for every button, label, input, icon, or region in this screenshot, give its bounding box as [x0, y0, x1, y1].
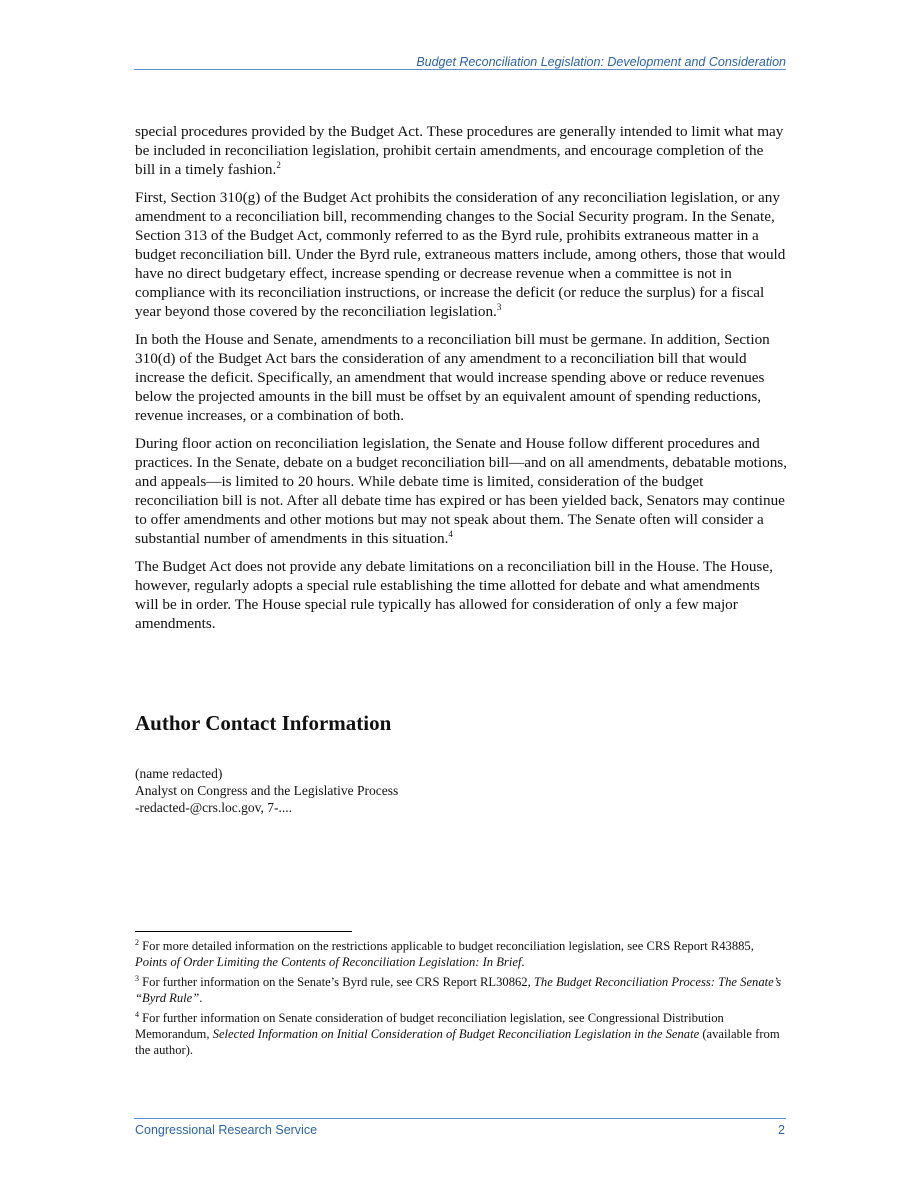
- header-rule: [134, 69, 786, 70]
- footnote-separator: [135, 931, 352, 932]
- paragraph-2-text: First, Section 310(g) of the Budget Act prohibits the consideration of any reconciliation legislation, or any amendment to a reconciliation bill, recommending changes to the Social Security program. In the Senate, Section 313 of the Budget Act, commonly referred to as the Byrd rule, prohibits extraneous matter in a budget reconciliation bill. Under the Byrd rule, extraneous matters include, among others, those that would have no direct budgetary effect, increase spending or decrease revenue when a committee is not in compliance with its reconciliation instructions, or increase the deficit (or reduce the surplus) for a fiscal year beyond those covered by the reconciliation legislation.: [135, 189, 786, 320]
- footnote-ref-3[interactable]: 3: [496, 302, 502, 312]
- footnote-tail: (available from the author).: [135, 1027, 780, 1057]
- footnote-text: For more detailed information on the restrictions applicable to budget reconciliation legislation, see CRS Report R43885,: [142, 939, 754, 953]
- footnote-number: 2: [135, 938, 139, 947]
- footnote-3: [135, 974, 787, 1006]
- footnote-tail: .: [521, 955, 525, 969]
- footnote-2: [135, 938, 787, 970]
- footnote-4: [135, 1010, 787, 1058]
- footnote-title: Points of Order Limiting the Contents of Reconciliation Legislation: In Brief: [135, 955, 522, 969]
- author-name: (name redacted): [135, 766, 223, 781]
- footnote-number: 3: [135, 974, 139, 983]
- footer-organization: Congressional Research Service: [135, 1123, 318, 1137]
- footnote-number: 4: [135, 1010, 139, 1019]
- author-contact-block: [135, 765, 398, 816]
- author-contact-heading: Author Contact Information: [135, 711, 392, 735]
- footnote-text: For further information on the Senate’s Byrd rule, see CRS Report RL30862,: [142, 975, 534, 989]
- footnote-text: For further information on Senate consideration of budget reconciliation legislation, see Congressional Distribution Memorandum,: [135, 1011, 724, 1041]
- page-number: 2: [778, 1123, 785, 1137]
- footnote-tail: .: [199, 991, 203, 1005]
- paragraph-3: [135, 330, 787, 425]
- body-text: [135, 122, 787, 642]
- paragraph-5-text: The Budget Act does not provide any debate limitations on a reconciliation bill in the House. The House, however, regularly adopts a special rule establishing the time allotted for debate and what amendments will be in order. The House special rule typically has allowed for consideration of only a few major amendments.: [135, 558, 773, 632]
- paragraph-4: [135, 434, 787, 548]
- footnotes: [135, 938, 787, 1062]
- author-email[interactable]: -redacted-@crs.loc.gov, 7-....: [135, 800, 292, 815]
- paragraph-3-text: In both the House and Senate, amendments to a reconciliation bill must be germane. In addition, Section 310(d) of the Budget Act bars the consideration of any amendment to a reconciliation bill that would increase the deficit. Specifically, an amendment that would increase spending above or reduce revenues below the projected amounts in the bill must be offset by an equivalent amount of spending reductions, revenue increases, or a combination of both.: [135, 331, 770, 424]
- paragraph-2: [135, 188, 787, 321]
- paragraph-1: [135, 122, 787, 179]
- footnote-ref-2[interactable]: 2: [276, 160, 281, 170]
- paragraph-1-text: special procedures provided by the Budget Act. These procedures are generally intended to limit what may be included in reconciliation legislation, prohibit certain amendments, and encourage completion of the bill in a timely fashion.: [135, 123, 784, 178]
- paragraph-5: [135, 557, 787, 633]
- footnote-title: Selected Information on Initial Consideration of Budget Reconciliation Legislation in the Senate: [212, 1027, 700, 1041]
- footnote-ref-4[interactable]: 4: [448, 529, 453, 539]
- paragraph-4-text: During floor action on reconciliation legislation, the Senate and House follow different procedures and practices. In the Senate, debate on a budget reconciliation bill—and on all amendments, debatable motions, and appeals—is limited to 20 hours. While debate time is limited, consideration of the budget reconciliation bill is not. After all debate time has expired or has been yielded back, Senators may continue to offer amendments and other motions but may not speak about them. The Senate often will consider a substantial number of amendments in this situation.: [135, 435, 788, 547]
- footnote-title: The Budget Reconciliation Process: The Senate’s “Byrd Rule”: [135, 975, 782, 1005]
- running-header: Budget Reconciliation Legislation: Development and Consideration: [416, 55, 786, 69]
- footer-rule: [134, 1118, 786, 1119]
- author-role: Analyst on Congress and the Legislative Process: [135, 783, 399, 798]
